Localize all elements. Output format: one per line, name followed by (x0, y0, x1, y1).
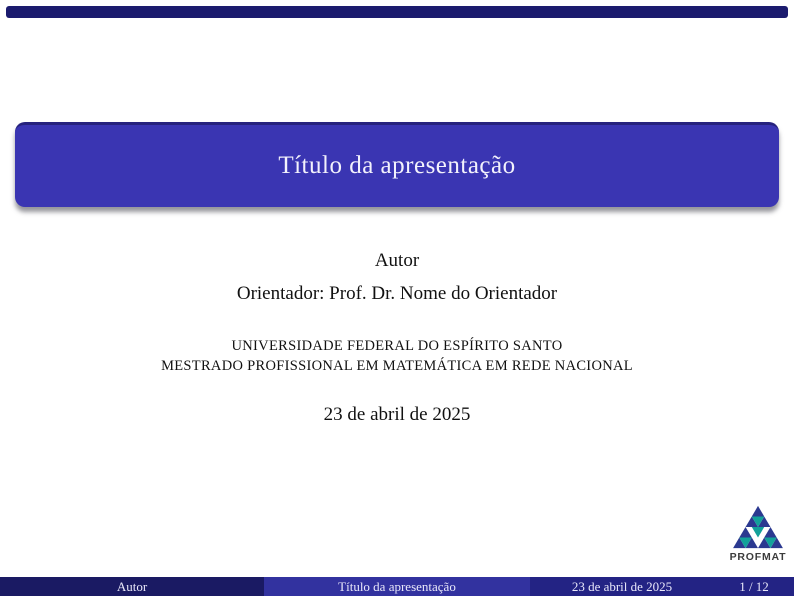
institution-name: UNIVERSIDADE FEDERAL DO ESPÍRITO SANTO (231, 338, 563, 354)
footline (0, 577, 794, 596)
footer-date-box (530, 577, 794, 596)
profmat-logo (726, 504, 790, 563)
headline-bar (6, 6, 788, 18)
footer-title-box: Título da apresentação (264, 577, 530, 596)
sierpinski-triangle-icon (729, 504, 787, 550)
title-banner (15, 122, 779, 207)
footer-date: 23 de abril de 2025 (571, 579, 673, 594)
profmat-logo-label: PROFMAT (729, 551, 787, 563)
program-name: MESTRADO PROFISSIONAL EM MATEMÁTICA EM REDE NACIONAL (161, 358, 633, 374)
advisor-line: Orientador: Prof. Dr. Nome do Orientador (236, 283, 558, 304)
author-name: Autor (374, 250, 420, 271)
footer-author-box: Autor (0, 577, 264, 596)
footer-page-number: 1 / 12 (739, 579, 769, 594)
presentation-title: Título da apresentação (278, 152, 516, 179)
presentation-date: 23 de abril de 2025 (323, 404, 471, 425)
